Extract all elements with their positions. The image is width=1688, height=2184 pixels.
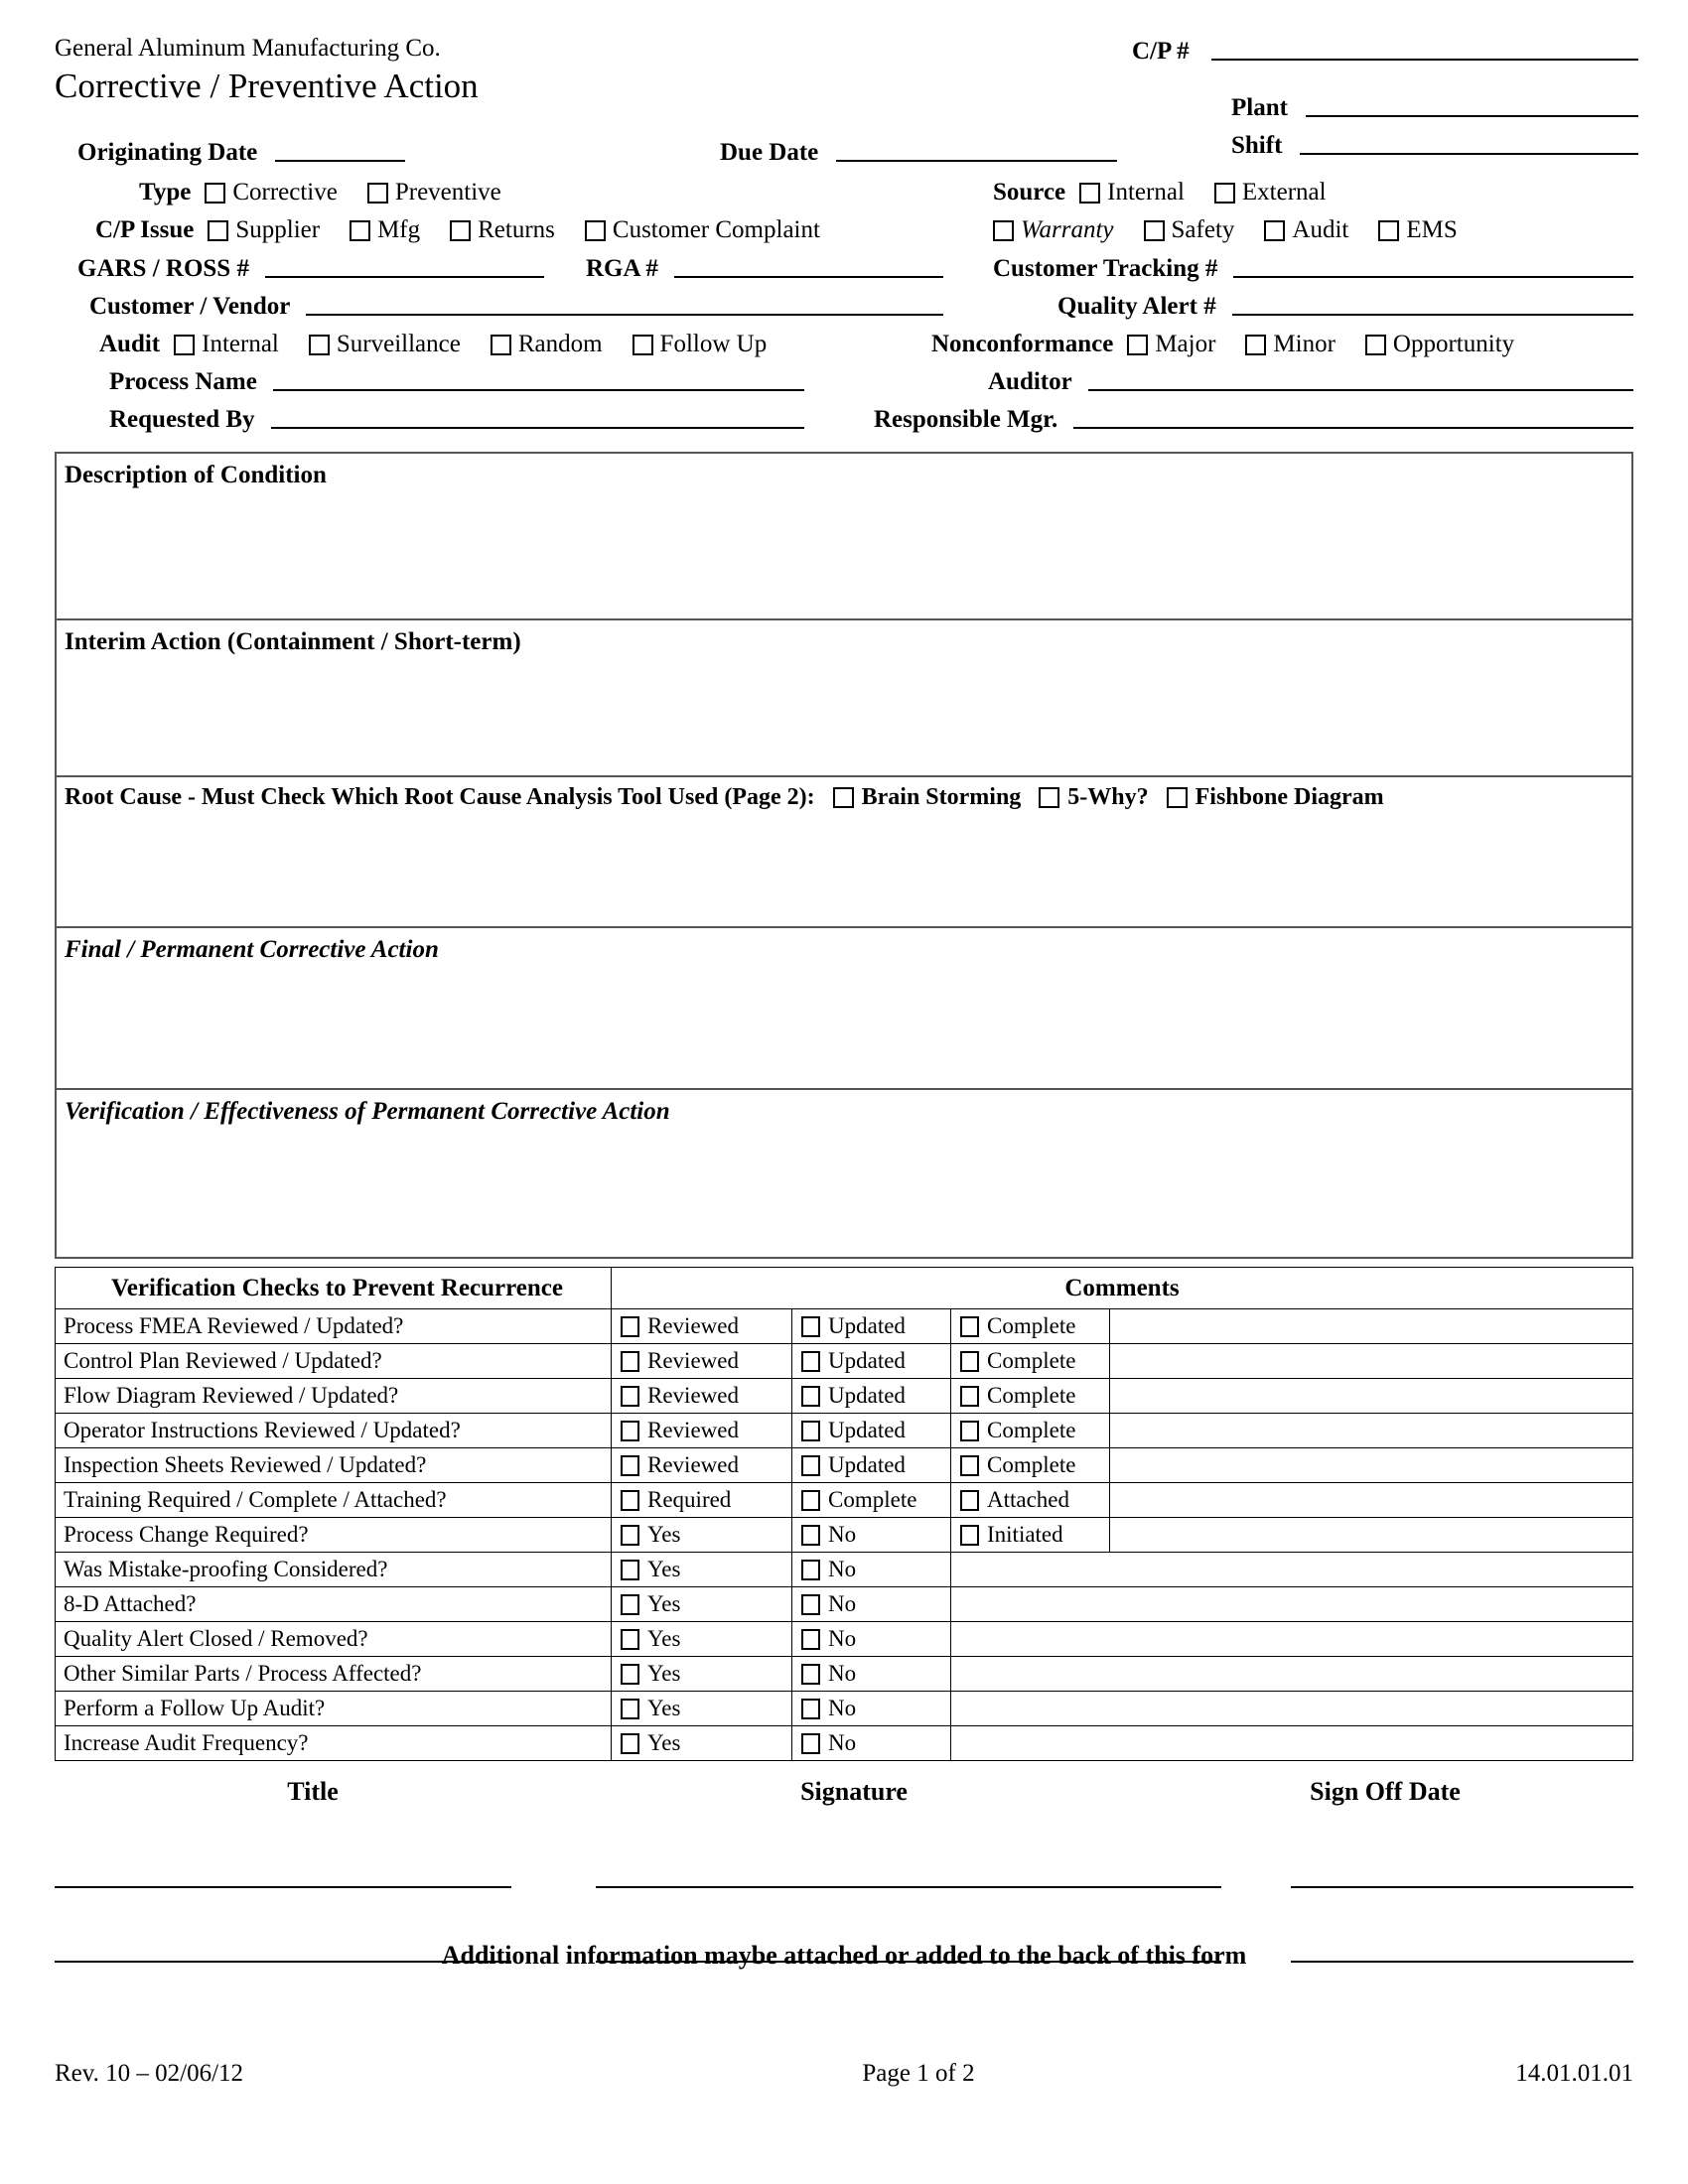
checkbox-option-cell[interactable] <box>612 1483 792 1518</box>
checkbox-icon[interactable] <box>801 1629 820 1650</box>
root-cause-title: Root Cause - Must Check Which Root Cause Analysis Tool Used (Page 2): <box>65 784 815 810</box>
signature-header-sign-off-date: Sign Off Date <box>1310 1777 1461 1806</box>
root-cause-option-fishbone-diagram[interactable] <box>1167 784 1384 811</box>
checkbox-icon[interactable] <box>801 1699 820 1719</box>
root-cause-option-brain-storming[interactable] <box>833 784 1022 811</box>
section-interim-action[interactable] <box>57 620 1631 777</box>
audit-option-internal-label: Internal <box>202 331 279 357</box>
due-date-label: Due Date <box>720 139 819 166</box>
cp-issue-option-supplier[interactable] <box>208 216 320 244</box>
checkbox-option-cell[interactable] <box>612 1692 792 1726</box>
gars-ross-field[interactable] <box>77 255 544 283</box>
auditor-field[interactable] <box>988 368 1633 396</box>
shift-field[interactable] <box>1231 132 1638 160</box>
checkbox-icon[interactable] <box>621 1455 639 1476</box>
checkbox-option-cell[interactable] <box>951 1448 1110 1483</box>
section-verification-effectiveness[interactable] <box>57 1090 1631 1257</box>
quality-alert-label: Quality Alert # <box>1057 293 1216 320</box>
checkbox-option-label: No <box>828 1661 857 1686</box>
comment-cell[interactable] <box>1110 1379 1633 1414</box>
checkbox-option-label: No <box>828 1696 857 1720</box>
checkbox-icon[interactable] <box>208 220 228 241</box>
section-title: Description of Condition <box>65 462 327 488</box>
signature-line-date-1[interactable] <box>1291 1886 1633 1888</box>
checkbox-icon[interactable] <box>801 1594 820 1615</box>
footer-page-number: Page 1 of 2 <box>862 2060 975 2087</box>
rga-label: RGA # <box>586 255 658 282</box>
requested-by-label: Requested By <box>109 406 255 433</box>
process-name-line[interactable] <box>273 389 804 391</box>
checkbox-option-cell[interactable] <box>951 1344 1110 1379</box>
checkbox-option-label: Complete <box>987 1313 1076 1338</box>
audit-checkbox-group <box>99 331 796 358</box>
table-row <box>56 1726 1633 1761</box>
checkbox-option-label: Reviewed <box>647 1452 739 1477</box>
checkbox-icon[interactable] <box>801 1490 820 1511</box>
additional-information-note: Additional information maybe attached or added to the back of this form <box>441 1941 1247 1970</box>
verification-question: Training Required / Complete / Attached? <box>56 1483 612 1518</box>
checkbox-icon[interactable] <box>621 1316 639 1337</box>
customer-vendor-label: Customer / Vendor <box>89 293 291 320</box>
customer-tracking-field[interactable] <box>993 255 1633 283</box>
checkbox-icon[interactable] <box>1214 183 1235 204</box>
checkbox-option-cell[interactable] <box>612 1344 792 1379</box>
checkbox-option-cell[interactable] <box>951 1414 1110 1448</box>
checkbox-option-cell[interactable] <box>792 1518 951 1553</box>
originating-date-line[interactable] <box>275 160 405 162</box>
checkbox-icon[interactable] <box>960 1316 979 1337</box>
cp-issue-option-mfg[interactable] <box>350 216 420 244</box>
checkbox-icon[interactable] <box>1365 335 1386 355</box>
checkbox-icon[interactable] <box>1079 183 1100 204</box>
source-option-external-label: External <box>1241 179 1327 205</box>
checkbox-option-cell[interactable] <box>792 1483 951 1518</box>
checkbox-option-label: Complete <box>987 1383 1076 1408</box>
signature-headers <box>55 1777 1633 1807</box>
originating-date-label: Originating Date <box>77 139 258 166</box>
checkbox-icon[interactable] <box>350 220 370 241</box>
checkbox-icon[interactable] <box>585 220 606 241</box>
checkbox-option-cell[interactable] <box>792 1414 951 1448</box>
cp-issue-option-audit[interactable] <box>1264 216 1348 244</box>
checkbox-option-label: Updated <box>828 1418 906 1442</box>
nonconformance-option-opportunity[interactable] <box>1365 331 1514 358</box>
audit-option-follow-up[interactable] <box>633 331 768 358</box>
checkbox-option-label: Updated <box>828 1348 906 1373</box>
checkbox-option-cell[interactable] <box>792 1657 951 1692</box>
table-row <box>56 1344 1633 1379</box>
cp-issue-checkbox-group-right <box>993 216 1487 244</box>
checkbox-option-label: Reviewed <box>647 1383 739 1408</box>
page-footer <box>55 2060 1633 2088</box>
signature-lines <box>55 1846 1633 1956</box>
verification-checks-table <box>55 1267 1633 1761</box>
cp-issue-option-safety[interactable] <box>1144 216 1235 244</box>
company-name: General Aluminum Manufacturing Co. <box>55 35 441 62</box>
checkbox-option-label: Yes <box>647 1626 681 1651</box>
cp-issue-option-warranty[interactable] <box>993 216 1114 244</box>
checkbox-icon[interactable] <box>960 1525 979 1546</box>
checkbox-icon[interactable] <box>1039 787 1059 808</box>
checkbox-option-cell[interactable] <box>612 1553 792 1587</box>
comment-cell[interactable] <box>951 1657 1633 1692</box>
audit-option-random-label: Random <box>517 331 603 357</box>
checkbox-option-cell[interactable] <box>792 1448 951 1483</box>
verification-question: Inspection Sheets Reviewed / Updated? <box>56 1448 612 1483</box>
comment-cell[interactable] <box>1110 1309 1633 1344</box>
checkbox-icon[interactable] <box>1144 220 1165 241</box>
checkbox-icon[interactable] <box>960 1421 979 1441</box>
signature-line-title-1[interactable] <box>55 1886 511 1888</box>
checkbox-option-cell[interactable] <box>612 1379 792 1414</box>
checkbox-icon[interactable] <box>621 1525 639 1546</box>
column-header-comments: Comments <box>612 1268 1633 1309</box>
checkbox-icon[interactable] <box>801 1386 820 1407</box>
footer-revision: Rev. 10 – 02/06/12 <box>55 2060 244 2087</box>
nonconformance-option-opportunity-label: Opportunity <box>1392 331 1515 357</box>
checkbox-icon[interactable] <box>801 1560 820 1580</box>
plant-field[interactable] <box>1231 94 1638 122</box>
table-row <box>56 1518 1633 1553</box>
checkbox-option-cell[interactable] <box>612 1622 792 1657</box>
root-cause-option-5-why[interactable] <box>1039 784 1148 811</box>
comment-cell[interactable] <box>1110 1448 1633 1483</box>
cp-issue-label: C/P Issue <box>95 216 195 243</box>
nonconformance-option-major[interactable] <box>1127 331 1215 358</box>
audit-option-follow-up-label: Follow Up <box>659 331 768 357</box>
checkbox-icon[interactable] <box>491 335 511 355</box>
checkbox-icon[interactable] <box>174 335 195 355</box>
section-root-cause[interactable] <box>57 777 1631 928</box>
cp-issue-option-returns-label: Returns <box>478 216 555 243</box>
nonconformance-option-minor[interactable] <box>1245 331 1336 358</box>
checkbox-option-label: Complete <box>987 1348 1076 1373</box>
checkbox-icon[interactable] <box>621 1629 639 1650</box>
cp-issue-option-customer-complaint-label: Customer Complaint <box>612 216 820 243</box>
table-row <box>56 1379 1633 1414</box>
section-title: Verification / Effectiveness of Permanent Corrective Action <box>65 1098 670 1125</box>
checkbox-icon[interactable] <box>621 1594 639 1615</box>
cp-number-line[interactable] <box>1211 59 1638 61</box>
checkbox-option-label: Yes <box>647 1696 681 1720</box>
cp-issue-option-returns[interactable] <box>450 216 555 244</box>
checkbox-icon[interactable] <box>993 220 1014 241</box>
checkbox-option-cell[interactable] <box>612 1657 792 1692</box>
root-cause-option-fishbone-diagram-label: Fishbone Diagram <box>1195 784 1384 810</box>
checkbox-option-cell[interactable] <box>612 1587 792 1622</box>
rga-field[interactable] <box>586 255 943 283</box>
checkbox-option-label: No <box>828 1626 857 1651</box>
checkbox-option-cell[interactable] <box>792 1344 951 1379</box>
requested-by-line[interactable] <box>271 427 804 429</box>
table-row <box>56 1309 1633 1344</box>
comment-cell[interactable] <box>951 1726 1633 1761</box>
checkbox-option-cell[interactable] <box>951 1379 1110 1414</box>
checkbox-icon[interactable] <box>621 1351 639 1372</box>
cp-issue-option-audit-label: Audit <box>1292 216 1349 243</box>
originating-date-field[interactable] <box>77 139 405 167</box>
checkbox-option-label: Complete <box>987 1452 1076 1477</box>
cp-issue-option-ems-label: EMS <box>1406 216 1458 243</box>
section-title: Interim Action (Containment / Short-term) <box>65 628 521 655</box>
verification-question: Increase Audit Frequency? <box>56 1726 612 1761</box>
signature-header-signature: Signature <box>800 1777 908 1806</box>
auditor-line[interactable] <box>1088 389 1633 391</box>
checkbox-option-label: Attached <box>987 1487 1070 1512</box>
responsible-mgr-line[interactable] <box>1073 427 1633 429</box>
checkbox-icon[interactable] <box>801 1316 820 1337</box>
checkbox-option-label: Initiated <box>987 1522 1063 1547</box>
section-final-corrective-action[interactable] <box>57 928 1631 1090</box>
customer-tracking-label: Customer Tracking # <box>993 255 1218 282</box>
checkbox-icon[interactable] <box>801 1455 820 1476</box>
quality-alert-field[interactable] <box>1057 293 1633 321</box>
checkbox-icon[interactable] <box>960 1490 979 1511</box>
checkbox-icon[interactable] <box>450 220 471 241</box>
verification-question: Perform a Follow Up Audit? <box>56 1692 612 1726</box>
verification-question: Flow Diagram Reviewed / Updated? <box>56 1379 612 1414</box>
checkbox-option-label: No <box>828 1522 857 1547</box>
comment-cell[interactable] <box>951 1622 1633 1657</box>
shift-line[interactable] <box>1300 153 1638 155</box>
table-row <box>56 1414 1633 1448</box>
checkbox-icon[interactable] <box>205 183 225 204</box>
checkbox-icon[interactable] <box>621 1733 639 1754</box>
type-option-preventive-label: Preventive <box>394 179 501 205</box>
comment-cell[interactable] <box>1110 1414 1633 1448</box>
checkbox-option-label: No <box>828 1730 857 1755</box>
checkbox-icon[interactable] <box>1245 335 1266 355</box>
cp-issue-option-warranty-label: Warranty <box>1021 216 1114 243</box>
cp-issue-option-mfg-label: Mfg <box>377 216 421 243</box>
comment-cell[interactable] <box>1110 1483 1633 1518</box>
nonconformance-option-minor-label: Minor <box>1273 331 1336 357</box>
checkbox-option-cell[interactable] <box>792 1726 951 1761</box>
checkbox-icon[interactable] <box>621 1560 639 1580</box>
comment-cell[interactable] <box>951 1587 1633 1622</box>
audit-option-random[interactable] <box>491 331 603 358</box>
checkbox-option-label: Complete <box>987 1418 1076 1442</box>
due-date-field[interactable] <box>720 139 1117 167</box>
signature-block <box>55 1777 1633 1956</box>
plant-line[interactable] <box>1306 115 1638 117</box>
checkbox-option-cell[interactable] <box>951 1518 1110 1553</box>
checkbox-option-label: Updated <box>828 1452 906 1477</box>
responsible-mgr-field[interactable] <box>874 406 1633 434</box>
source-option-external[interactable] <box>1214 179 1327 206</box>
audit-option-surveillance-label: Surveillance <box>336 331 461 357</box>
gars-ross-line[interactable] <box>265 276 544 278</box>
checkbox-option-cell[interactable] <box>792 1622 951 1657</box>
checkbox-icon[interactable] <box>621 1664 639 1685</box>
table-row <box>56 1692 1633 1726</box>
checkbox-icon[interactable] <box>833 787 854 808</box>
verification-question: 8-D Attached? <box>56 1587 612 1622</box>
narrative-sections <box>55 452 1633 1259</box>
checkbox-option-label: Reviewed <box>647 1348 739 1373</box>
type-option-corrective-label: Corrective <box>232 179 338 205</box>
cp-number-field[interactable] <box>1132 38 1638 66</box>
type-option-preventive[interactable] <box>367 179 501 206</box>
audit-option-surveillance[interactable] <box>309 331 461 358</box>
verification-question: Quality Alert Closed / Removed? <box>56 1622 612 1657</box>
checkbox-option-cell[interactable] <box>951 1309 1110 1344</box>
customer-vendor-field[interactable] <box>89 293 943 321</box>
table-row <box>56 1622 1633 1657</box>
root-cause-option-5-why-label: 5-Why? <box>1067 784 1149 810</box>
checkbox-option-label: Complete <box>828 1487 917 1512</box>
nonconformance-checkbox-group <box>931 331 1514 358</box>
checkbox-option-cell[interactable] <box>951 1483 1110 1518</box>
cp-issue-option-customer-complaint[interactable] <box>585 216 820 244</box>
process-name-field[interactable] <box>109 368 804 396</box>
source-option-internal[interactable] <box>1079 179 1185 206</box>
cp-issue-checkbox-group <box>95 216 850 244</box>
checkbox-icon[interactable] <box>621 1386 639 1407</box>
cp-issue-option-ems[interactable] <box>1378 216 1457 244</box>
shift-label: Shift <box>1231 132 1283 159</box>
process-name-label: Process Name <box>109 368 257 395</box>
checkbox-option-label: Updated <box>828 1383 906 1408</box>
comment-cell[interactable] <box>951 1692 1633 1726</box>
nonconformance-option-major-label: Major <box>1155 331 1216 357</box>
checkbox-icon[interactable] <box>801 1664 820 1685</box>
checkbox-option-cell[interactable] <box>792 1587 951 1622</box>
checkbox-option-label: No <box>828 1591 857 1616</box>
audit-option-internal[interactable] <box>174 331 279 358</box>
comment-cell[interactable] <box>1110 1344 1633 1379</box>
type-checkbox-group <box>139 179 531 206</box>
audit-label: Audit <box>99 331 161 357</box>
signature-line-signature-1[interactable] <box>596 1886 1221 1888</box>
verification-question: Other Similar Parts / Process Affected? <box>56 1657 612 1692</box>
checkbox-icon[interactable] <box>1167 787 1188 808</box>
customer-tracking-line[interactable] <box>1233 276 1633 278</box>
checkbox-icon[interactable] <box>801 1351 820 1372</box>
checkbox-icon[interactable] <box>960 1386 979 1407</box>
checkbox-option-cell[interactable] <box>792 1692 951 1726</box>
checkbox-option-label: Yes <box>647 1591 681 1616</box>
page-title: Corrective / Preventive Action <box>55 67 479 105</box>
plant-label: Plant <box>1231 94 1288 121</box>
checkbox-icon[interactable] <box>621 1490 639 1511</box>
table-row <box>56 1657 1633 1692</box>
checkbox-icon[interactable] <box>1264 220 1285 241</box>
type-option-corrective[interactable] <box>205 179 338 206</box>
verification-question: Control Plan Reviewed / Updated? <box>56 1344 612 1379</box>
checkbox-option-label: Reviewed <box>647 1418 739 1442</box>
checkbox-option-cell[interactable] <box>612 1726 792 1761</box>
checkbox-icon[interactable] <box>1127 335 1148 355</box>
checkbox-option-label: Yes <box>647 1557 681 1581</box>
checkbox-icon[interactable] <box>960 1351 979 1372</box>
requested-by-field[interactable] <box>109 406 804 434</box>
checkbox-option-label: Required <box>647 1487 732 1512</box>
comment-cell[interactable] <box>951 1553 1633 1587</box>
responsible-mgr-label: Responsible Mgr. <box>874 406 1058 433</box>
checkbox-option-label: Yes <box>647 1730 681 1755</box>
checkbox-option-cell[interactable] <box>792 1379 951 1414</box>
verification-table-body <box>56 1309 1633 1761</box>
comment-cell[interactable] <box>1110 1518 1633 1553</box>
source-checkbox-group <box>993 179 1356 206</box>
checkbox-option-label: Updated <box>828 1313 906 1338</box>
table-row <box>56 1448 1633 1483</box>
checkbox-icon[interactable] <box>1378 220 1399 241</box>
type-label: Type <box>139 179 192 205</box>
verification-question: Process Change Required? <box>56 1518 612 1553</box>
rga-line[interactable] <box>674 276 943 278</box>
cp-issue-option-supplier-label: Supplier <box>235 216 321 243</box>
section-title: Final / Permanent Corrective Action <box>65 936 439 963</box>
checkbox-icon[interactable] <box>801 1525 820 1546</box>
source-label: Source <box>993 179 1066 205</box>
checkbox-option-cell[interactable] <box>612 1414 792 1448</box>
checkbox-icon[interactable] <box>621 1699 639 1719</box>
footer-doc-number: 14.01.01.01 <box>1515 2060 1633 2087</box>
auditor-label: Auditor <box>988 368 1072 395</box>
section-description-of-condition[interactable] <box>57 454 1631 620</box>
table-header-row <box>56 1268 1633 1309</box>
checkbox-icon[interactable] <box>309 335 330 355</box>
nonconformance-label: Nonconformance <box>931 331 1114 357</box>
signature-header-title: Title <box>287 1777 339 1806</box>
checkbox-icon[interactable] <box>633 335 653 355</box>
checkbox-option-cell[interactable] <box>612 1448 792 1483</box>
table-row <box>56 1483 1633 1518</box>
checkbox-option-label: Yes <box>647 1522 681 1547</box>
checkbox-icon[interactable] <box>621 1421 639 1441</box>
checkbox-option-cell[interactable] <box>792 1553 951 1587</box>
gars-ross-label: GARS / ROSS # <box>77 255 249 282</box>
checkbox-option-cell[interactable] <box>612 1518 792 1553</box>
source-option-internal-label: Internal <box>1107 179 1185 205</box>
root-cause-option-brain-storming-label: Brain Storming <box>861 784 1022 810</box>
checkbox-option-label: No <box>828 1557 857 1581</box>
checkbox-icon[interactable] <box>960 1455 979 1476</box>
due-date-line[interactable] <box>836 160 1117 162</box>
checkbox-option-cell[interactable] <box>612 1309 792 1344</box>
checkbox-icon[interactable] <box>801 1421 820 1441</box>
verification-question: Process FMEA Reviewed / Updated? <box>56 1309 612 1344</box>
column-header-verification-checks: Verification Checks to Prevent Recurrence <box>56 1268 612 1309</box>
table-row <box>56 1553 1633 1587</box>
checkbox-option-label: Reviewed <box>647 1313 739 1338</box>
customer-vendor-line[interactable] <box>306 314 943 316</box>
cp-number-label: C/P # <box>1132 38 1190 65</box>
checkbox-option-cell[interactable] <box>792 1309 951 1344</box>
checkbox-option-label: Yes <box>647 1661 681 1686</box>
verification-question: Operator Instructions Reviewed / Updated? <box>56 1414 612 1448</box>
table-row <box>56 1587 1633 1622</box>
checkbox-icon[interactable] <box>801 1733 820 1754</box>
verification-question: Was Mistake-proofing Considered? <box>56 1553 612 1587</box>
quality-alert-line[interactable] <box>1232 314 1633 316</box>
checkbox-icon[interactable] <box>367 183 388 204</box>
section-title-row <box>65 784 1631 811</box>
cp-issue-option-safety-label: Safety <box>1171 216 1235 243</box>
